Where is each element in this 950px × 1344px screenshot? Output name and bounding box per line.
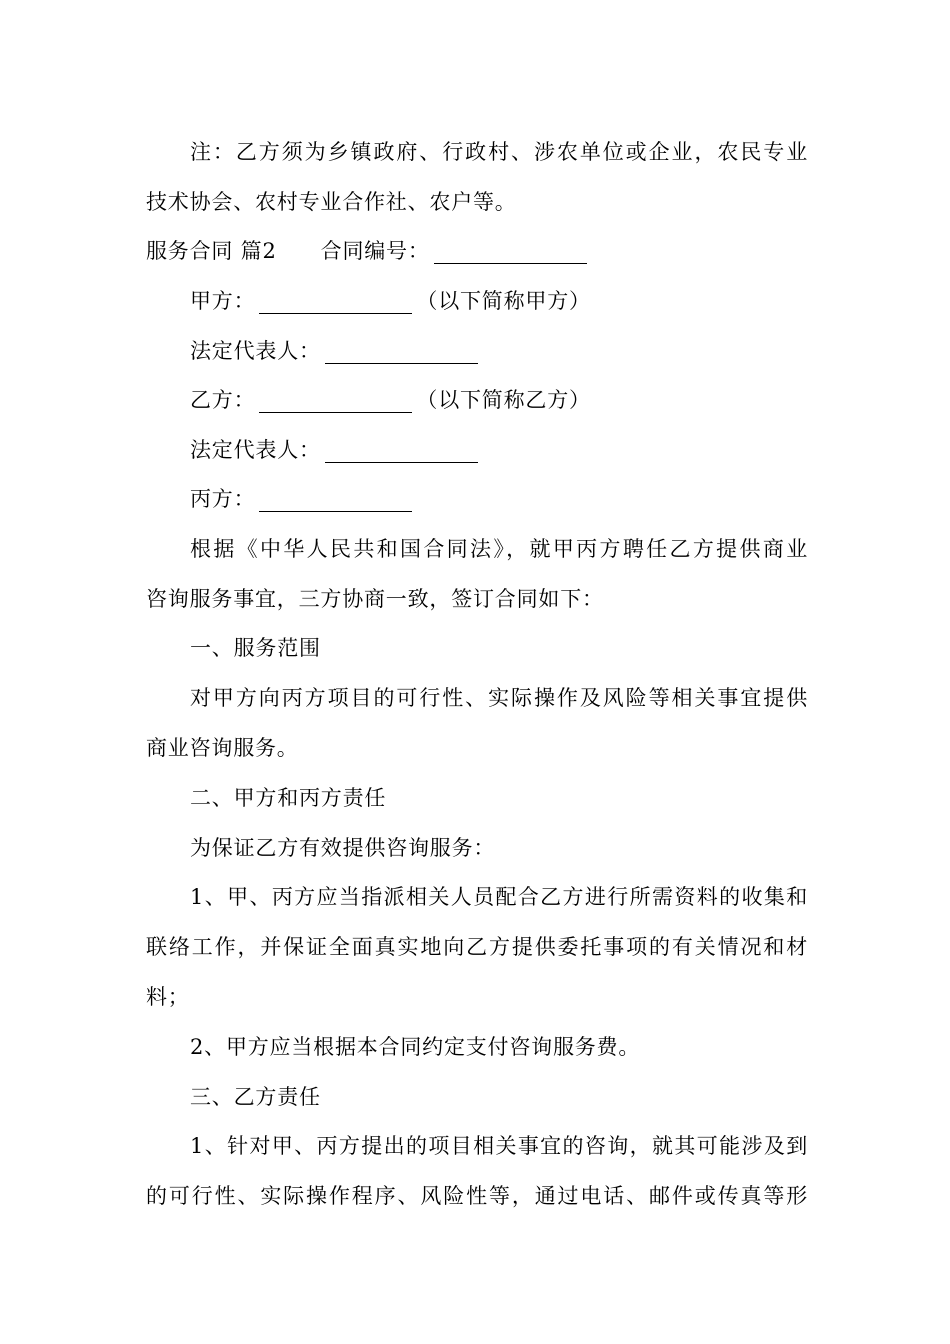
- basis-line-2: 咨询服务事宜，三方协商一致，签订合同如下：: [146, 587, 604, 611]
- section-3-heading: 三、乙方责任: [190, 1085, 321, 1109]
- party-b-label: 乙方：: [190, 388, 256, 412]
- contract-number-label: 合同编号：: [320, 239, 430, 263]
- contract-number-blank[interactable]: [434, 241, 587, 264]
- basis-line-1: 根据《中华人民共和国合同法》，就甲丙方聘任乙方提供商业: [190, 537, 808, 561]
- party-c-label: 丙方：: [190, 487, 256, 511]
- section-1-line-1: 对甲方向丙方项目的可行性、实际操作及风险等相关事宜提供: [190, 686, 808, 710]
- legal-rep-a-label: 法定代表人：: [190, 339, 321, 363]
- party-a-label: 甲方：: [190, 289, 256, 313]
- legal-rep-b-label: 法定代表人：: [190, 438, 321, 462]
- party-b-line: [190, 385, 591, 415]
- contract-heading: [146, 236, 591, 266]
- section-3-item-1-line-1: 1、针对甲、丙方提出的项目相关事宜的咨询，就其可能涉及到: [190, 1134, 808, 1158]
- section-2-intro: 为保证乙方有效提供咨询服务：: [190, 836, 496, 860]
- party-c-blank[interactable]: [259, 489, 412, 512]
- section-1-heading: 一、服务范围: [190, 636, 321, 660]
- party-b-note: （以下简称乙方）: [416, 388, 591, 412]
- section-3-item-1-line-2: 的可行性、实际操作程序、风险性等，通过电话、邮件或传真等形: [146, 1184, 808, 1208]
- section-2-item-1-line-2: 联络工作，并保证全面真实地向乙方提供委托事项的有关情况和材: [146, 935, 808, 959]
- party-a-line: [190, 286, 591, 316]
- section-2-item-1-line-1: 1、甲、丙方应当指派相关人员配合乙方进行所需资料的收集和: [190, 885, 808, 909]
- note-line-1: 注：乙方须为乡镇政府、行政村、涉农单位或企业，农民专业: [190, 140, 808, 164]
- section-1-line-2: 商业咨询服务。: [146, 736, 299, 760]
- party-c-line: [190, 484, 416, 514]
- note-line-2: 技术协会、农村专业合作社、农户等。: [146, 190, 517, 214]
- legal-rep-a-line: [190, 336, 482, 366]
- legal-rep-a-blank[interactable]: [325, 341, 478, 364]
- section-2-item-1-line-3: 料；: [146, 985, 190, 1009]
- section-2-item-2: 2、甲方应当根据本合同约定支付咨询服务费。: [190, 1035, 641, 1059]
- section-2-heading: 二、甲方和丙方责任: [190, 786, 387, 810]
- legal-rep-b-blank[interactable]: [325, 440, 478, 463]
- party-a-blank[interactable]: [259, 291, 412, 314]
- party-a-note: （以下简称甲方）: [416, 289, 591, 313]
- party-b-blank[interactable]: [259, 390, 412, 413]
- legal-rep-b-line: [190, 435, 482, 465]
- contract-title: 服务合同 篇2: [146, 239, 277, 263]
